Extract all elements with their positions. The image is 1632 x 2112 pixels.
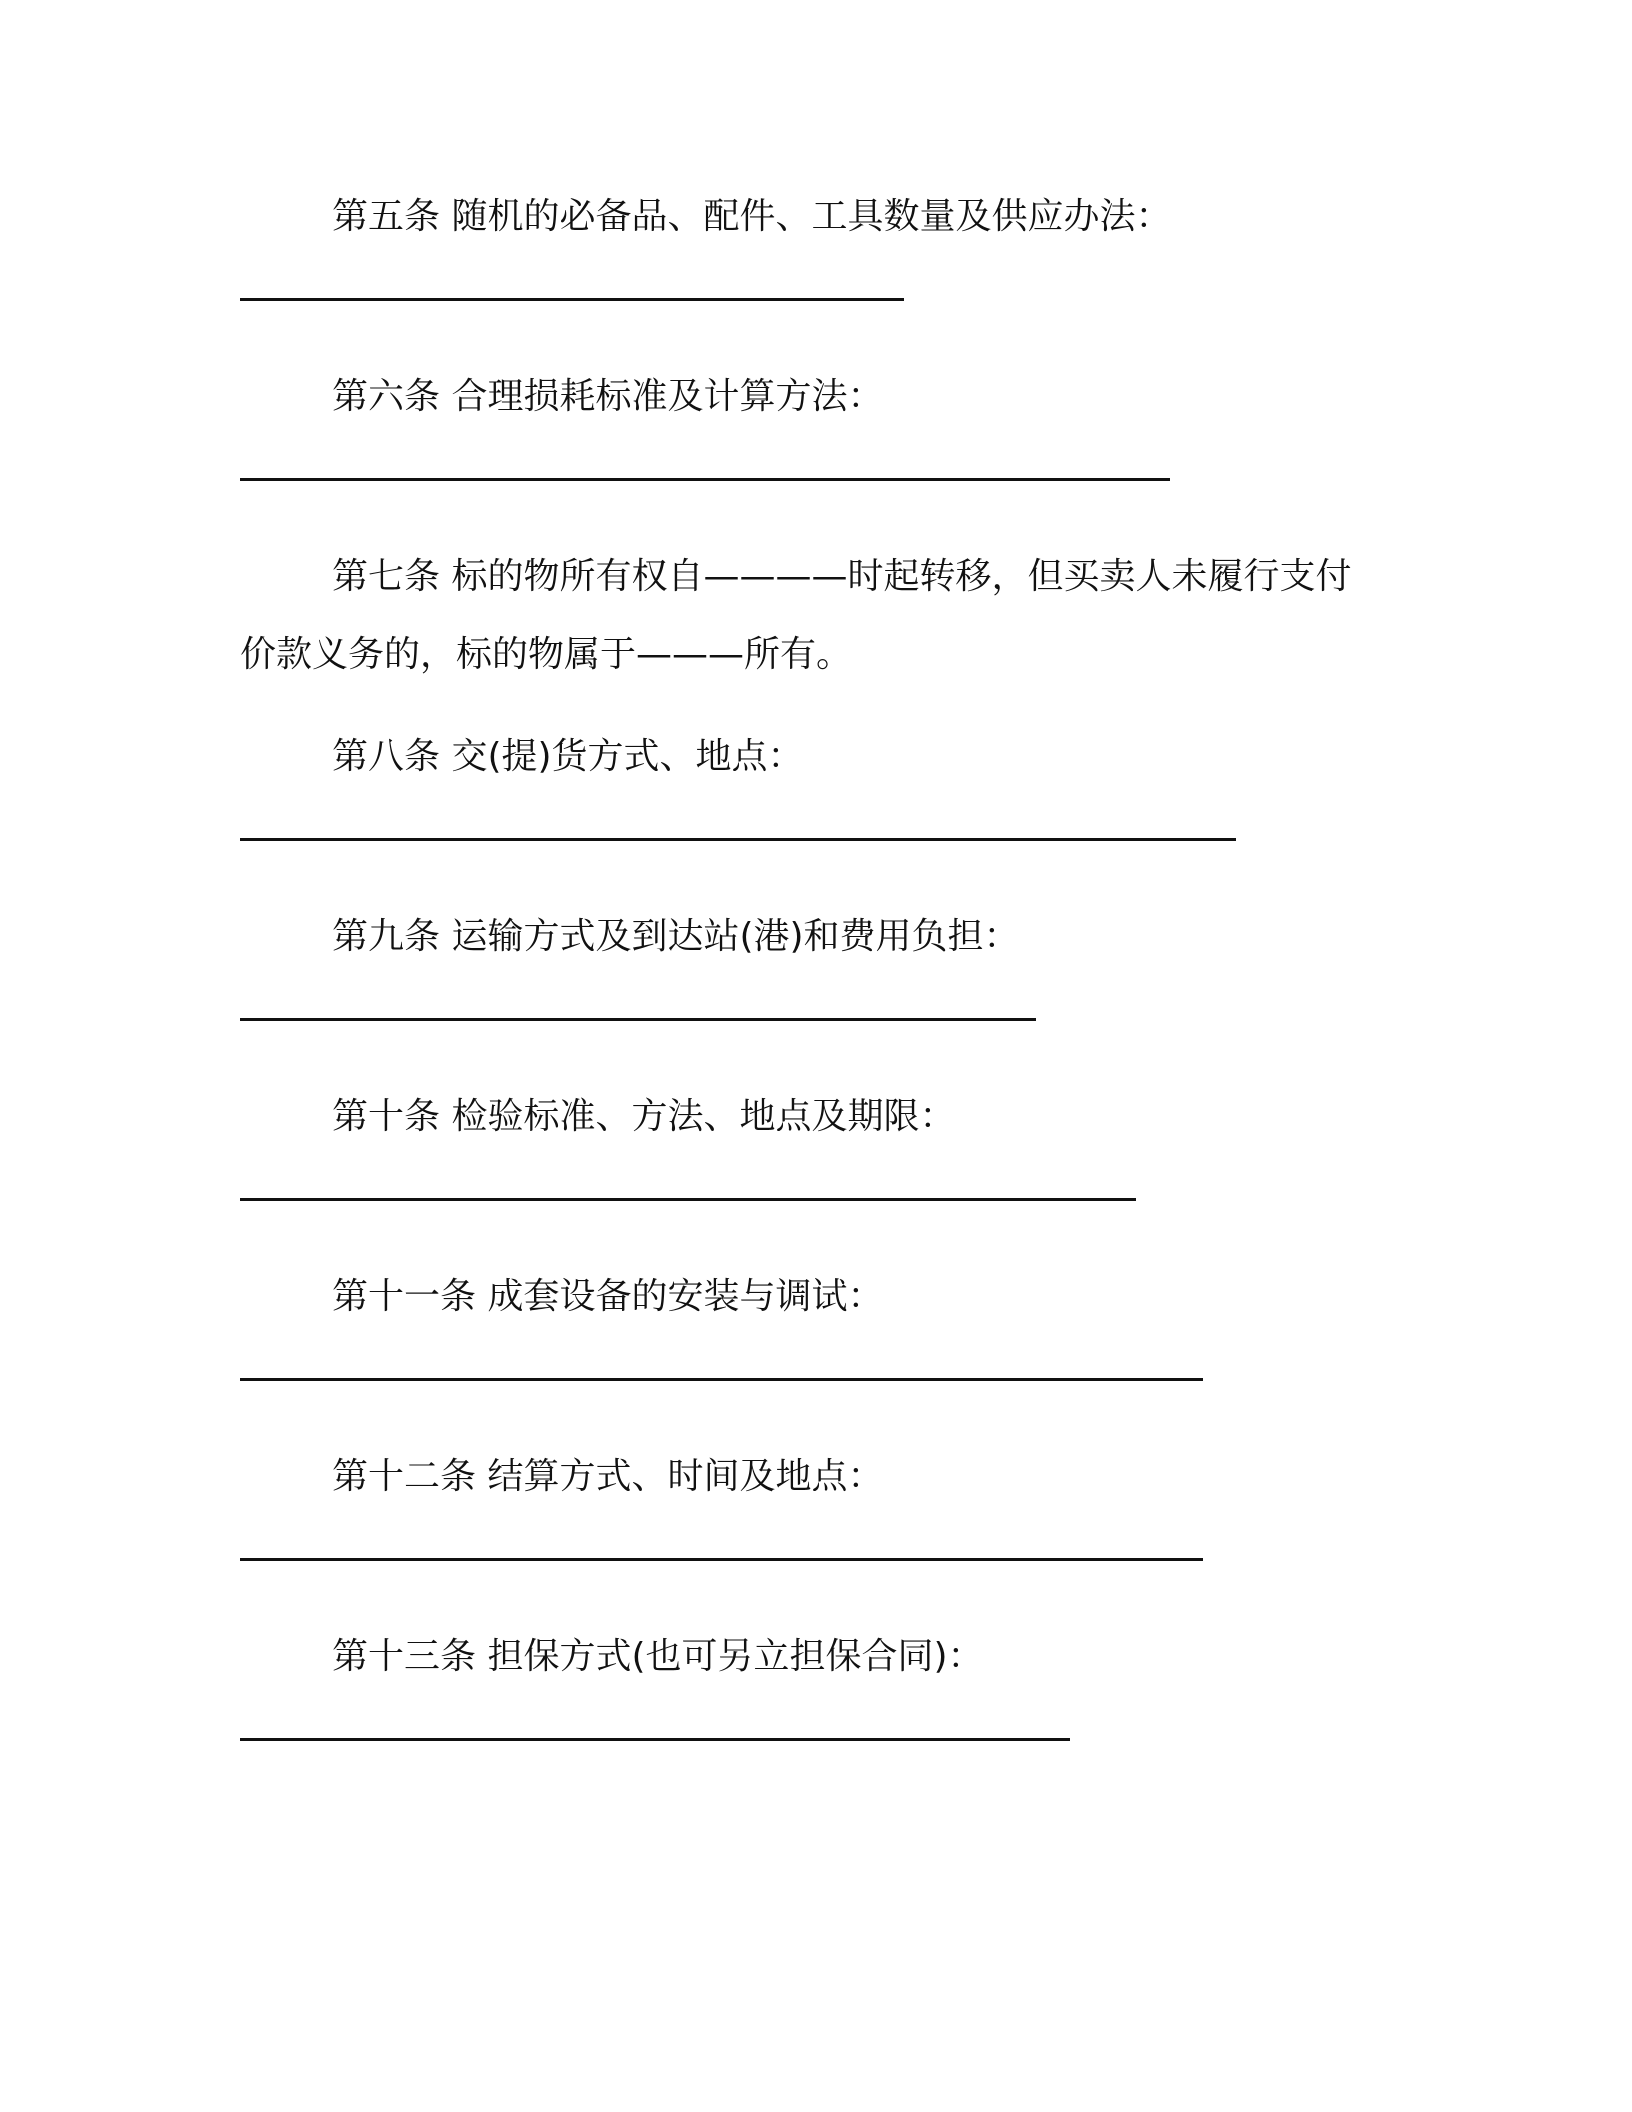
article-9-heading: 第九条 运输方式及到达站(港)和费用负担：	[332, 916, 1020, 957]
article-10-heading: 第十条 检验标准、方法、地点及期限：	[332, 1096, 956, 1137]
article-12-heading: 第十二条 结算方式、时间及地点：	[332, 1456, 884, 1497]
article-7-continuation: 价款义务的，标的物属于———所有。	[240, 634, 853, 675]
article-8-heading: 第八条 交(提)货方式、地点：	[332, 736, 804, 777]
article-8-blank-line	[240, 838, 1236, 841]
article-6-blank-line	[240, 478, 1170, 481]
article-5-blank-line	[240, 298, 904, 301]
article-5-heading: 第五条 随机的必备品、配件、工具数量及供应办法：	[332, 196, 1172, 237]
article-10-blank-line	[240, 1198, 1136, 1201]
article-7-heading: 第七条 标的物所有权自————时起转移，但买卖人未履行支付	[332, 556, 1352, 597]
article-11-blank-line	[240, 1378, 1203, 1381]
article-6-heading: 第六条 合理损耗标准及计算方法：	[332, 376, 884, 417]
article-11-heading: 第十一条 成套设备的安装与调试：	[332, 1276, 884, 1317]
article-13-heading: 第十三条 担保方式(也可另立担保合同)：	[332, 1636, 984, 1677]
article-12-blank-line	[240, 1558, 1203, 1561]
article-13-blank-line	[240, 1738, 1070, 1741]
article-9-blank-line	[240, 1018, 1036, 1021]
